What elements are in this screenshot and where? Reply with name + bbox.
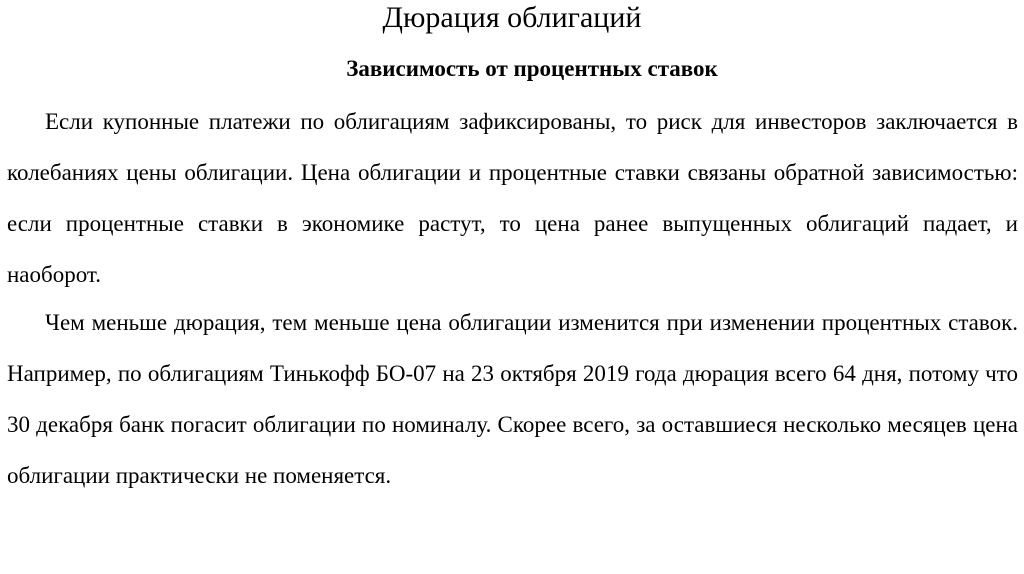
paragraph-duration-example: Чем меньше дюрация, тем меньше цена облигации изменится при изменении процентных ставок. Например, по облигациям Тинькофф БО-07 на 23 октября 2019 года дюрация всего 64 дня, потому что 30 декабря банк погасит облигации по номиналу. Скорее всего, за оставшиеся несколько месяцев цена облигации практически не поменяется.	[7, 310, 1018, 488]
paragraph-interest-rate-risk: Если купонные платежи по облигациям зафиксированы, то риск для инвесторов заключается в колебаниях цены облигации. Цена облигации и процентные ставки связаны обратной зависимостью: если процентные ставки в экономике растут, то цена ранее выпущенных облигаций падает, и наоборот.	[7, 109, 1018, 287]
slide-title: Дюрация облигаций	[382, 1, 642, 34]
slide-subtitle: Зависимость от процентных ставок	[346, 56, 718, 81]
